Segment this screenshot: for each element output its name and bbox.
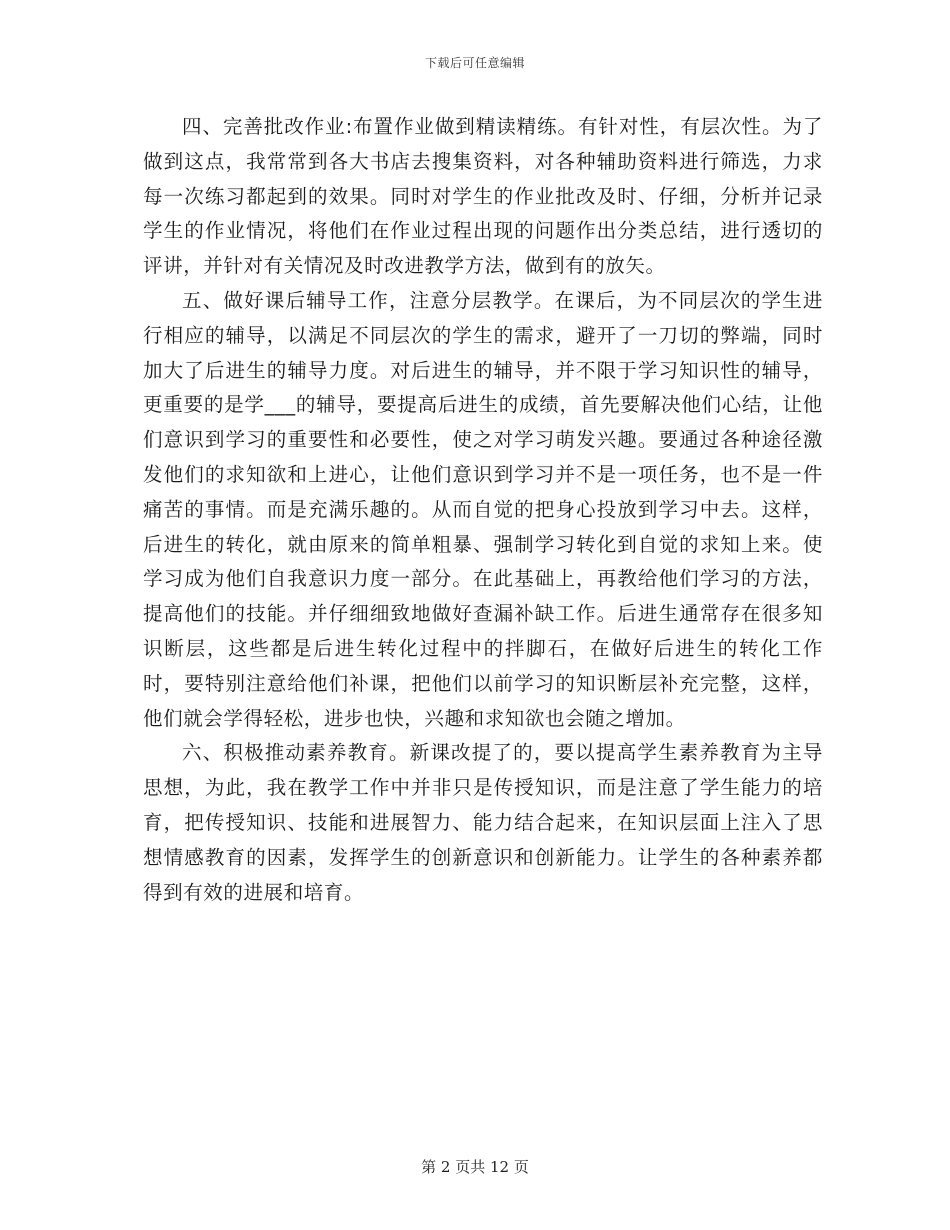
document-body: [143, 110, 823, 910]
paragraph-6-quality-education: 六、积极推动素养教育。新课改提了的，要以提高学生素养教育为主导思想，为此，我在教学工作中并非只是传授知识，而是注意了学生能力的培育，把传授知识、技能和进展智力、能力结合起来，在知识层面上注入了思想情感教育的因素，发挥学生的创新意识和创新能力。让学生的各种素养都得到有效的进展和培育。: [143, 741, 823, 904]
paragraph-4-homework: 四、完善批改作业:布置作业做到精读精练。有针对性，有层次性。为了做到这点，我常常到各大书店去搜集资料，对各种辅助资料进行筛选，力求每一次练习都起到的效果。同时对学生的作业批改及时、仔细，分析并记录学生的作业情况，将他们在作业过程出现的问题作出分类总结，进行透切的评讲，并针对有关情况及时改进教学方法，做到有的放矢。: [143, 115, 823, 278]
paragraph-5-tutoring: 五、做好课后辅导工作，注意分层教学。在课后，为不同层次的学生进行相应的辅导，以满足不同层次的学生的需求，避开了一刀切的弊端，同时加大了后进生的辅导力度。对后进生的辅导，并不限于学习知识性的辅导，更重要的是学___的辅导，要提高后进生的成绩，首先要解决他们心结，让他们意识到学习的重要性和必要性，使之对学习萌发兴趣。要通过各种途径激发他们的求知欲和上进心，让他们意识到学习并不是一项任务，也不是一件痛苦的事情。而是充满乐趣的。从而自觉的把身心投放到学习中去。这样，后进生的转化，就由原来的简单粗暴、强制学习转化到自觉的求知上来。使学习成为他们自我意识力度一部分。在此基础上，再教给他们学习的方法，提高他们的技能。并仔细细致地做好查漏补缺工作。后进生通常存在很多知识断层，这些都是后进生转化过程中的拌脚石，在做好后进生的转化工作时，要特别注意给他们补课，把他们以前学习的知识断层补充完整，这样，他们就会学得轻松，进步也快，兴趣和求知欲也会随之增加。: [143, 288, 823, 730]
page-footer: 第 2 页共 12 页: [421, 1158, 529, 1176]
page-header: 下载后可任意编辑: [424, 56, 525, 70]
